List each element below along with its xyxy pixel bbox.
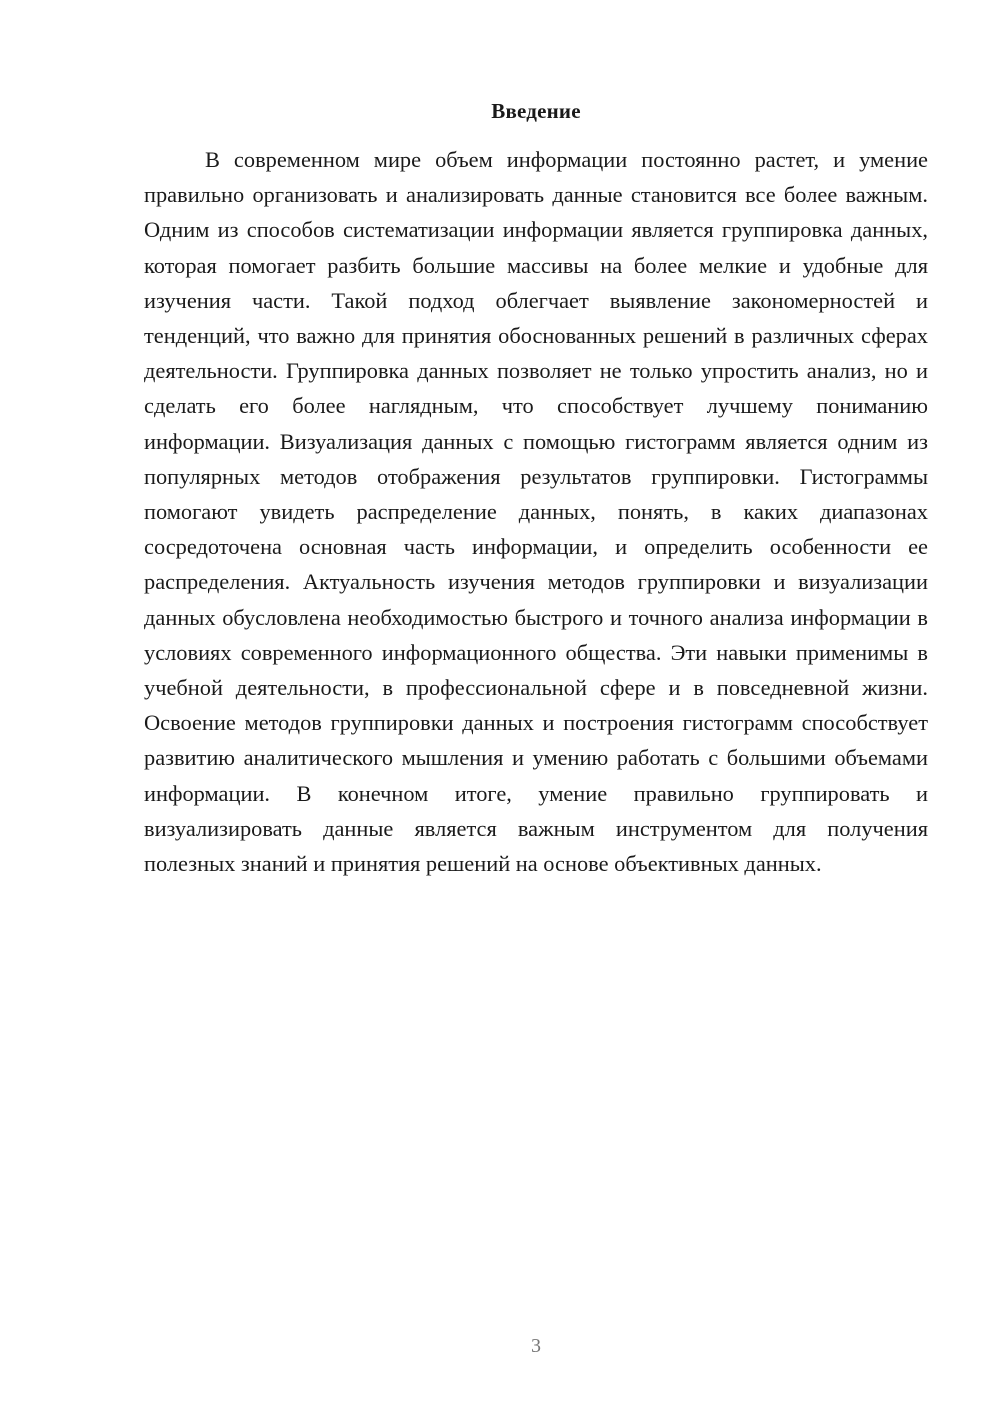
body-paragraph: В современном мире объем информации постоянно растет, и умение правильно организовать и анализировать данные становится все более важным. Одним из способов систематизации информации является группировка данных, которая помогает разбить большие массивы на более мелкие и удобные для изучения части. Такой подход облегчает выявление закономерностей и тенденций, что важно для принятия обоснованных решений в различных сферах деятельности. Группировка данных позволяет не только упростить анализ, но и сделать его более наглядным, что способствует лучшему пониманию информации. Визуализация данных с помощью гистограмм является одним из популярных методов отображения результатов группировки. Гистограммы помогают увидеть распределение данных, понять, в каких диапазонах сосредоточена основная часть информации, и определить особенности ее распределения. Актуальность изучения методов группировки и визуализации данных обусловлена необходимостью быстрого и точного анализа информации в условиях современного информационного общества. Эти навыки применимы в учебной деятельности, в профессиональной сфере и в повседневной жизни. Освоение методов группировки данных и построения гистограмм способствует развитию аналитического мышления и умению работать с большими объемами информации. В конечном итоге, умение правильно группировать и визуализировать данные является важным инструментом для получения полезных знаний и принятия решений на основе объективных данных. — [144, 147, 928, 877]
page-number: 3 — [531, 1335, 541, 1357]
section-title: Введение — [491, 99, 581, 123]
